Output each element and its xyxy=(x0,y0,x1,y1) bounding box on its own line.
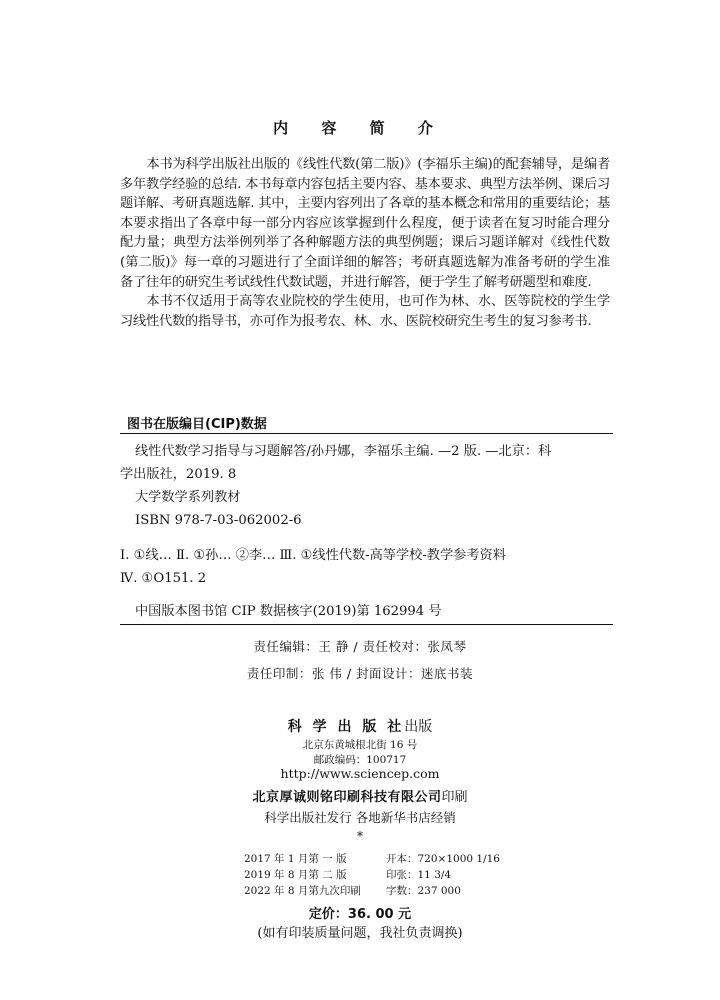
edition-date: 2017 年 1 月第 一 版 xyxy=(244,853,347,865)
edition-date: 2019 年 8 月第 二 版 xyxy=(244,869,347,881)
price: 定价：36. 00 元 xyxy=(308,907,412,922)
publisher-url: http://www.sciencep.com xyxy=(280,766,440,781)
cip-book-line: 学出版社，2019. 8 xyxy=(120,467,237,482)
cip-isbn: ISBN 978-7-03-062002-6 xyxy=(135,513,302,528)
publisher-address: 北京东黄城根北街 16 号 xyxy=(302,739,418,751)
publisher-name: 科 学 出 版 社 xyxy=(287,719,405,735)
edition-date: 2022 年 8 月第九次印刷 xyxy=(244,885,361,897)
cip-heading: 图书在版编目(CIP)数据 xyxy=(127,417,267,432)
cip-number: 中国版本图书馆 CIP 数据核字(2019)第 162994 号 xyxy=(135,604,442,619)
page-title: 内 容 简 介 xyxy=(273,119,447,137)
cip-classification-line: Ⅰ. ①线… Ⅱ. ①孙… ②李… Ⅲ. ①线性代数-高等学校-教学参考资料 xyxy=(120,548,506,563)
edition-spec: 印张：11 3/4 xyxy=(386,869,452,881)
edition-table xyxy=(244,851,500,899)
publisher-line xyxy=(0,716,720,736)
cip-number-block xyxy=(120,600,613,623)
cip-series: 大学数学系列教材 xyxy=(135,490,241,505)
distribution-line: 科学出版社发行 各地新华书店经销 xyxy=(264,810,456,825)
separator-star: * xyxy=(357,829,363,843)
quality-notice: (如有印装质量问题，我社负责调换) xyxy=(257,926,463,941)
cip-classification xyxy=(120,544,613,590)
printer-name: 北京厚诚则铭印刷科技有限公司 xyxy=(252,790,442,805)
intro-paragraph: 本书不仅适用于高等农业院校的学生使用，也可作为林、水、医等院校的学生学习线性代数的指导书，亦可作为报考农、林、水、医院校研究生考生的复习参考书. xyxy=(120,294,610,329)
cip-book-line: 线性代数学习指导与习题解答/孙丹娜，李福乐主编. —2 版. —北京：科 xyxy=(135,444,552,459)
staff-line: 责任编辑：王 静 / 责任校对：张凤琴 xyxy=(253,639,467,654)
edition-row xyxy=(244,867,500,883)
cip-entry xyxy=(120,440,613,532)
staff-line: 责任印制：张 伟 / 封面设计：迷底书装 xyxy=(246,666,474,681)
intro-section xyxy=(120,155,610,331)
publisher-postcode: 邮政编码：100717 xyxy=(313,754,407,766)
intro-paragraph: 本书为科学出版社出版的《线性代数(第二版)》(李福乐主编)的配套辅导，是编者多年教学经验的总结. 本书每章内容包括主要内容、基本要求、典型方法举例、课后习题详解、考研真题选解. 其中，主要内容列出了各章的基本概念和常用的重要结论；基本要求指出了各章中每一部分内容应该掌握到什么程度，便于读者在复习时能合理分配力量；典型方法举例列举了各种解题方法的典型例题；课后习题详解对《线性代数(第二版)》每一章的习题进行了全面详细的解答；考研真题选解为准备考研的学生准备了往年的研究生考试线性代数试题，并进行解答，便于学生了解考研题型和难度. xyxy=(120,157,610,290)
edition-spec: 开本：720×1000 1/16 xyxy=(386,853,500,865)
cip-bottom-rule xyxy=(120,624,613,625)
printer-suffix: 印刷 xyxy=(441,790,468,805)
edition-spec: 字数：237 000 xyxy=(386,885,461,897)
edition-row xyxy=(244,851,500,867)
publisher-suffix: 出版 xyxy=(404,719,433,735)
cip-top-rule xyxy=(120,433,613,434)
edition-row xyxy=(244,883,500,899)
printer-line xyxy=(0,786,720,805)
cip-classification-line: Ⅳ. ①O151. 2 xyxy=(120,571,207,586)
